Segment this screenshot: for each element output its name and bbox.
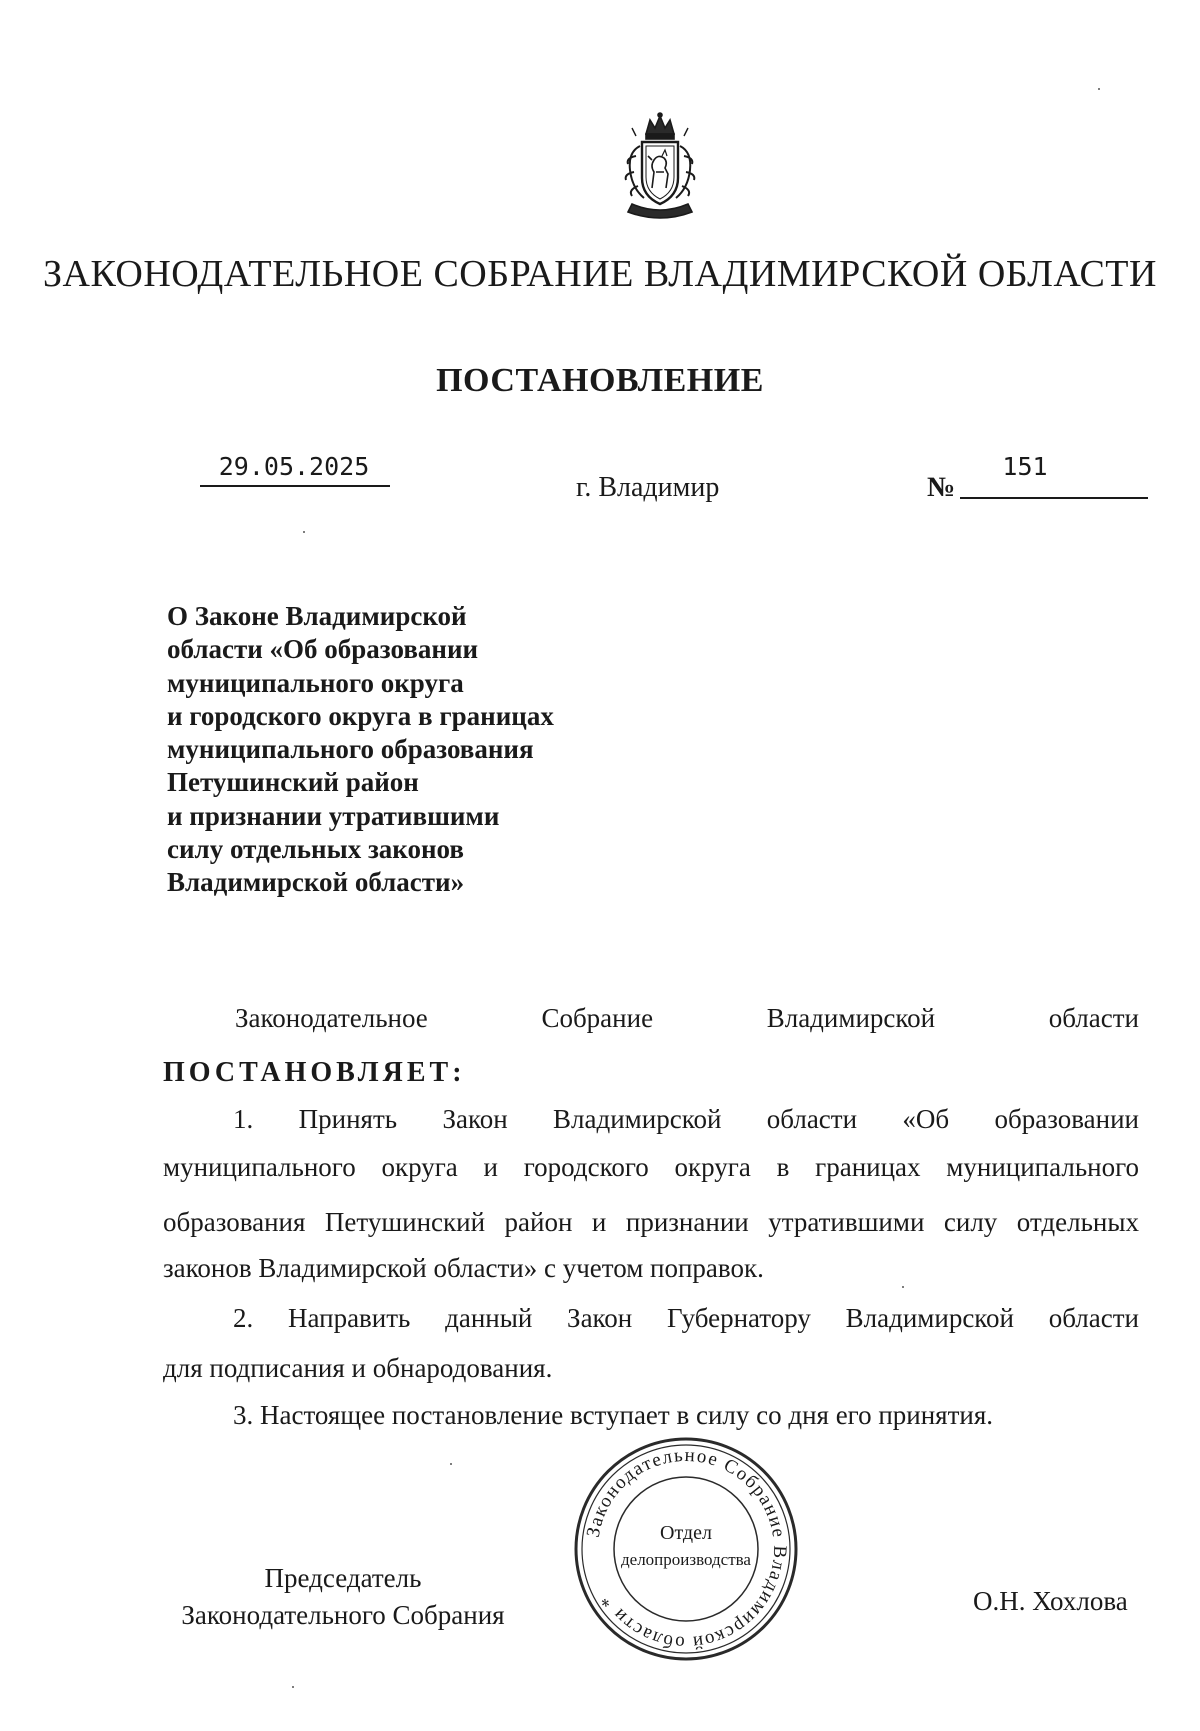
- scan-speck: [1098, 88, 1100, 90]
- subject-line: силу отдельных законов: [167, 834, 464, 865]
- scan-speck: [902, 1286, 904, 1288]
- document-number: 151: [1002, 452, 1048, 481]
- coat-of-arms-emblem: [610, 112, 710, 224]
- subject-line: области «Об образовании: [167, 634, 479, 665]
- number-underline: [960, 497, 1148, 499]
- scan-speck: [303, 531, 305, 533]
- document-city: г. Владимир: [576, 472, 720, 503]
- office-stamp: [572, 1435, 800, 1663]
- number-sign: №: [927, 472, 956, 503]
- date-underline: [200, 485, 390, 487]
- scan-speck: [292, 1686, 294, 1688]
- subject-line: и признании утратившими: [167, 800, 500, 831]
- item-1-line: муниципального округа и городского округа в границах муниципального: [163, 1152, 1139, 1182]
- item-1-line: 1. Принять Закон Владимирской области «Об образовании: [233, 1104, 1139, 1134]
- item-3-line: 3. Настоящее постановление вступает в силу со дня его принятия.: [233, 1400, 994, 1430]
- signatory-role-line: Председатель: [264, 1563, 422, 1593]
- document-type-title: ПОСТАНОВЛЕНИЕ: [436, 362, 764, 399]
- stamp-center-line: Отдел: [660, 1522, 712, 1544]
- organization-name: ЗАКОНОДАТЕЛЬНОЕ СОБРАНИЕ ВЛАДИМИРСКОЙ ОБЛАСТИ: [43, 253, 1157, 295]
- subject-line: О Законе Владимирской: [167, 601, 467, 631]
- stamp-center-line: делопроизводства: [621, 1550, 751, 1569]
- scan-speck: [450, 1463, 452, 1465]
- subject-line: муниципального образования: [167, 734, 534, 765]
- subject-line: муниципального округа: [167, 667, 464, 698]
- stamp-ring-text: Законодательное Собрание Владимирской области *: [582, 1444, 791, 1654]
- intro-paragraph: Законодательное Собрание Владимирской области: [235, 1003, 1139, 1033]
- document-subject: [167, 600, 667, 900]
- signatory-role: [163, 1560, 523, 1634]
- document-date: 29.05.2025: [218, 452, 370, 481]
- item-1-line: образования Петушинский район и признании утратившими силу отдельных: [163, 1207, 1139, 1237]
- item-2-line: 2. Направить данный Закон Губернатору Владимирской области: [233, 1303, 1139, 1333]
- decrees-heading: ПОСТАНОВЛЯЕТ:: [163, 1057, 466, 1088]
- item-1-line: законов Владимирской области» с учетом поправок.: [163, 1253, 764, 1283]
- item-2-line: для подписания и обнародования.: [163, 1353, 553, 1383]
- subject-line: Петушинский район: [167, 767, 419, 798]
- signatory-name: О.Н. Хохлова: [973, 1586, 1128, 1616]
- signatory-role-line: Законодательного Собрания: [181, 1600, 505, 1630]
- subject-line: Владимирской области»: [167, 867, 465, 898]
- subject-line: и городского округа в границах: [167, 700, 554, 731]
